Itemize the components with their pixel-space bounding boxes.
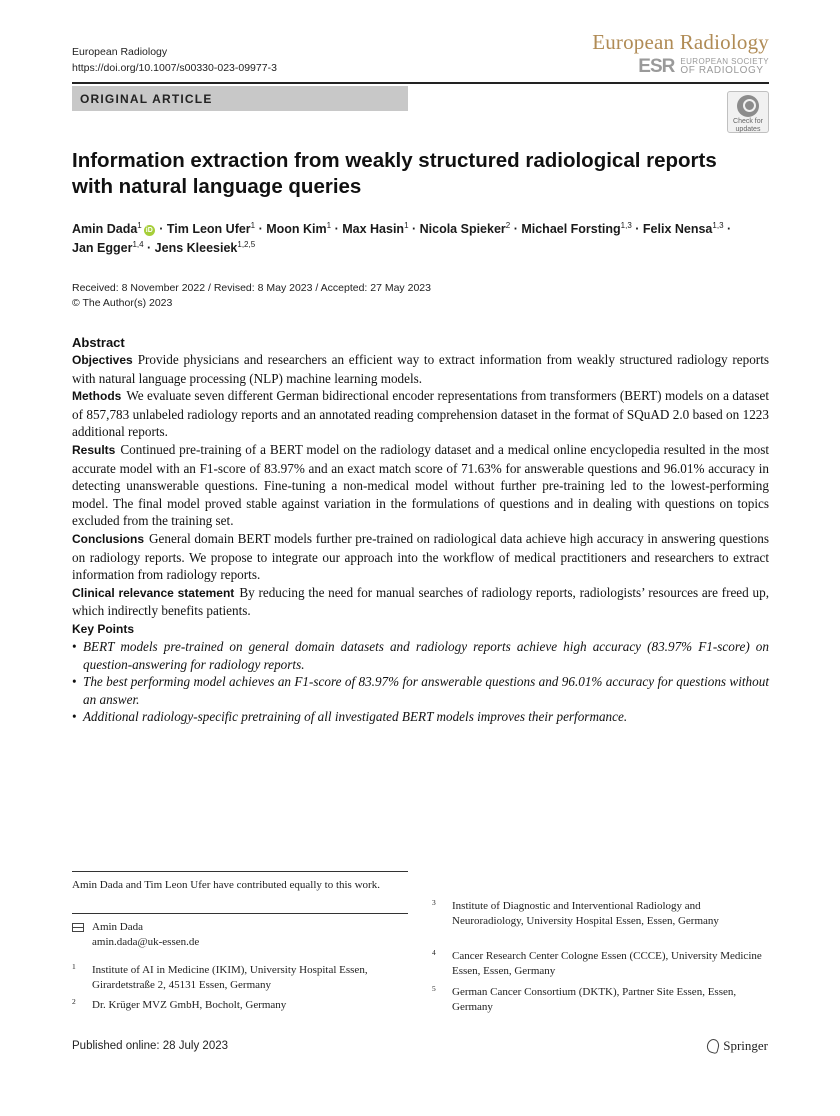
key-point-item: • The best performing model achieves an F1-score of 83.97% for answerable questions and 96.01% accuracy for questions without an answer. (72, 673, 769, 708)
society-name (680, 58, 769, 75)
objectives-label: Objectives (72, 353, 133, 367)
header-rule (72, 82, 769, 84)
contact-email[interactable]: amin.dada@uk-essen.de (92, 935, 200, 948)
author-name[interactable]: Nicola Spieker (419, 222, 506, 236)
check-updates-line-1: Check for (733, 118, 763, 125)
corresponding-author (92, 920, 392, 949)
author-affiliation: 1,2,5 (237, 239, 256, 249)
author-affiliation: 1 (326, 221, 332, 230)
clinical-relevance-text: By reducing the need for manual searches of radiology reports, radiologists’ resources are freed up, which indirectly benefits patients. (72, 584, 769, 619)
published-date: Published online: 28 July 2023 (72, 1040, 229, 1052)
article-title (72, 148, 752, 200)
conclusions-label: Conclusions (72, 531, 145, 546)
author-name[interactable]: Amin Dada (72, 222, 138, 236)
date-history: Received: 8 November 2022 / Revised: 8 May 2023 / Accepted: 27 May 2023 (72, 282, 431, 294)
society-logo (592, 55, 769, 77)
author-name[interactable]: Felix Nensa (642, 222, 713, 236)
title-line-2: with natural language queries (72, 175, 362, 198)
copyright: © The Author(s) 2023 (72, 297, 173, 309)
check-updates-icon (737, 95, 759, 117)
springer-horse-icon (706, 1038, 721, 1055)
affiliation-text: Cancer Research Center Cologne Essen (CCCE), University Medicine Essen, Essen, Germany (452, 950, 762, 977)
affiliation-number: 1 (72, 962, 76, 971)
equal-contribution-note: Amin Dada and Tim Leon Ufer have contributed equally to this work. (72, 879, 380, 891)
publisher-name: Springer (723, 1038, 768, 1053)
article-type-banner: ORIGINAL ARTICLE (72, 86, 408, 111)
key-point-item: • Additional radiology-specific pretraining of all investigated BERT models improves their performance. (72, 708, 769, 726)
journal-meta (72, 44, 277, 76)
esr-logo-icon: ESR (638, 55, 675, 77)
author-affiliation: 1,3 (712, 221, 724, 230)
title-line-1: Information extraction from weakly structured radiological reports (72, 149, 717, 172)
key-points-heading: Key Points (72, 621, 135, 636)
objectives-text: Provide physicians and researchers an efficient way to extract information from weakly structured radiology reports with natural language processing (NLP) machine learning models. (72, 352, 769, 386)
check-for-updates-button[interactable] (727, 91, 769, 133)
abstract-heading: Abstract (72, 335, 125, 350)
affiliation-number: 5 (432, 984, 436, 993)
contact-name: Amin Dada (92, 921, 144, 933)
affiliation-number: 4 (432, 948, 436, 957)
results-label: Results (72, 442, 116, 457)
abstract-objectives (72, 351, 769, 387)
author-affiliation: 1 (137, 221, 142, 230)
author-list: Amin Dada$^1$iD · Tim Leon Ufer$^1$ · Moon Kim$^1$ · Max Hasin$^1$ · Nicola Spieker$^2$ · Michael Forsting$^{1,3}$ · Felix Nensa$^{1,3}$ · Jan Egger$^{1,4}$ · Jens Kleesiek$^{1,2,5}$ (72, 221, 732, 255)
author-name[interactable]: Jens Kleesiek (154, 240, 238, 255)
author-name[interactable]: Michael Forsting (521, 222, 621, 236)
clinical-relevance-label: Clinical relevance statement (72, 585, 235, 600)
author-affiliation: 1,3 (620, 221, 632, 230)
author-affiliation: 1 (250, 221, 256, 230)
author-affiliation: 1 (404, 221, 409, 230)
abstract-methods (72, 387, 769, 441)
society-line-2: OF RADIOLOGY (680, 64, 764, 76)
author-name[interactable]: Jan Egger (72, 240, 133, 255)
methods-text: We evaluate seven different German bidirectional encoder representations from transformers (BERT) models on a dataset of 857,783 unlabeled radiology reports and an annotated reading comprehension dataset in the format of SQuAD 2.0 based on 1223 additional reports. (72, 388, 769, 440)
abstract-results (72, 441, 769, 530)
publisher-logo (707, 1038, 768, 1054)
article-dates (72, 281, 431, 311)
footnote-rule (72, 871, 408, 872)
footnote-rule (72, 913, 408, 914)
affiliation-number: 3 (432, 898, 436, 907)
brand-name: European Radiology (592, 30, 769, 54)
author-name[interactable]: Max Hasin (342, 222, 405, 236)
check-updates-line-2: updates (735, 126, 761, 133)
results-text: Continued pre-training of a BERT model on the radiology dataset and a medical online encyclopedia resulted in the most accurate model with an F1-score of 83.97% and an exact match score of 71.63% for answerable questions and 96.01% accuracy in detecting unanswerable questions. Fine-tuning a non-medical model without further pre-training led to the lowest-performing model. The final model proved stable against variation in the formulations of questions and in dealing with questions on topics excluded from the training set. (72, 441, 769, 529)
author-name[interactable]: Tim Leon Ufer (166, 222, 251, 236)
affiliation-text: Institute of Diagnostic and Interventional Radiology and Neuroradiology, University Hospital Essen, Essen, Germany (452, 900, 719, 927)
affiliation-number: 2 (72, 997, 76, 1006)
author-affiliation: 2 (505, 221, 511, 230)
affiliation-text: Dr. Krüger MVZ GmbH, Bocholt, Germany (92, 999, 287, 1011)
author-name[interactable]: Moon Kim (266, 222, 327, 236)
methods-label: Methods (72, 389, 122, 404)
journal-brand (592, 30, 769, 75)
orcid-icon[interactable]: iD (145, 227, 153, 234)
affiliation-text: German Cancer Consortium (DKTK), Partner Site Essen, Essen, Germany (452, 986, 737, 1013)
key-point-item: • BERT models pre-trained on general domain datasets and radiology reports achieve high accuracy (83.97% F1-score) on question-answering for radiology reports. (72, 638, 769, 673)
email-envelope-icon (72, 923, 84, 932)
abstract-conclusions (72, 530, 769, 584)
author-affiliation: 1,4 (132, 239, 144, 249)
journal-name: European Radiology (72, 46, 168, 58)
conclusions-text: General domain BERT models further pre-trained on radiological data achieve high accuracy in answering questions on radiology reports. We propose to integrate our approach into the workflow of medical practitioners and researchers to extract information from radiology reports. (72, 530, 769, 583)
society-line-1: EUROPEAN SOCIETY (680, 57, 769, 66)
abstract-section (72, 334, 769, 726)
abstract-clinical-relevance (72, 584, 769, 620)
doi-link[interactable]: https://doi.org/10.1007/s00330-023-09977-3 (72, 62, 277, 74)
affiliation-text: Institute of AI in Medicine (IKIM), University Hospital Essen, Girardetstraße 2, 45131 Essen, Germany (92, 964, 368, 991)
